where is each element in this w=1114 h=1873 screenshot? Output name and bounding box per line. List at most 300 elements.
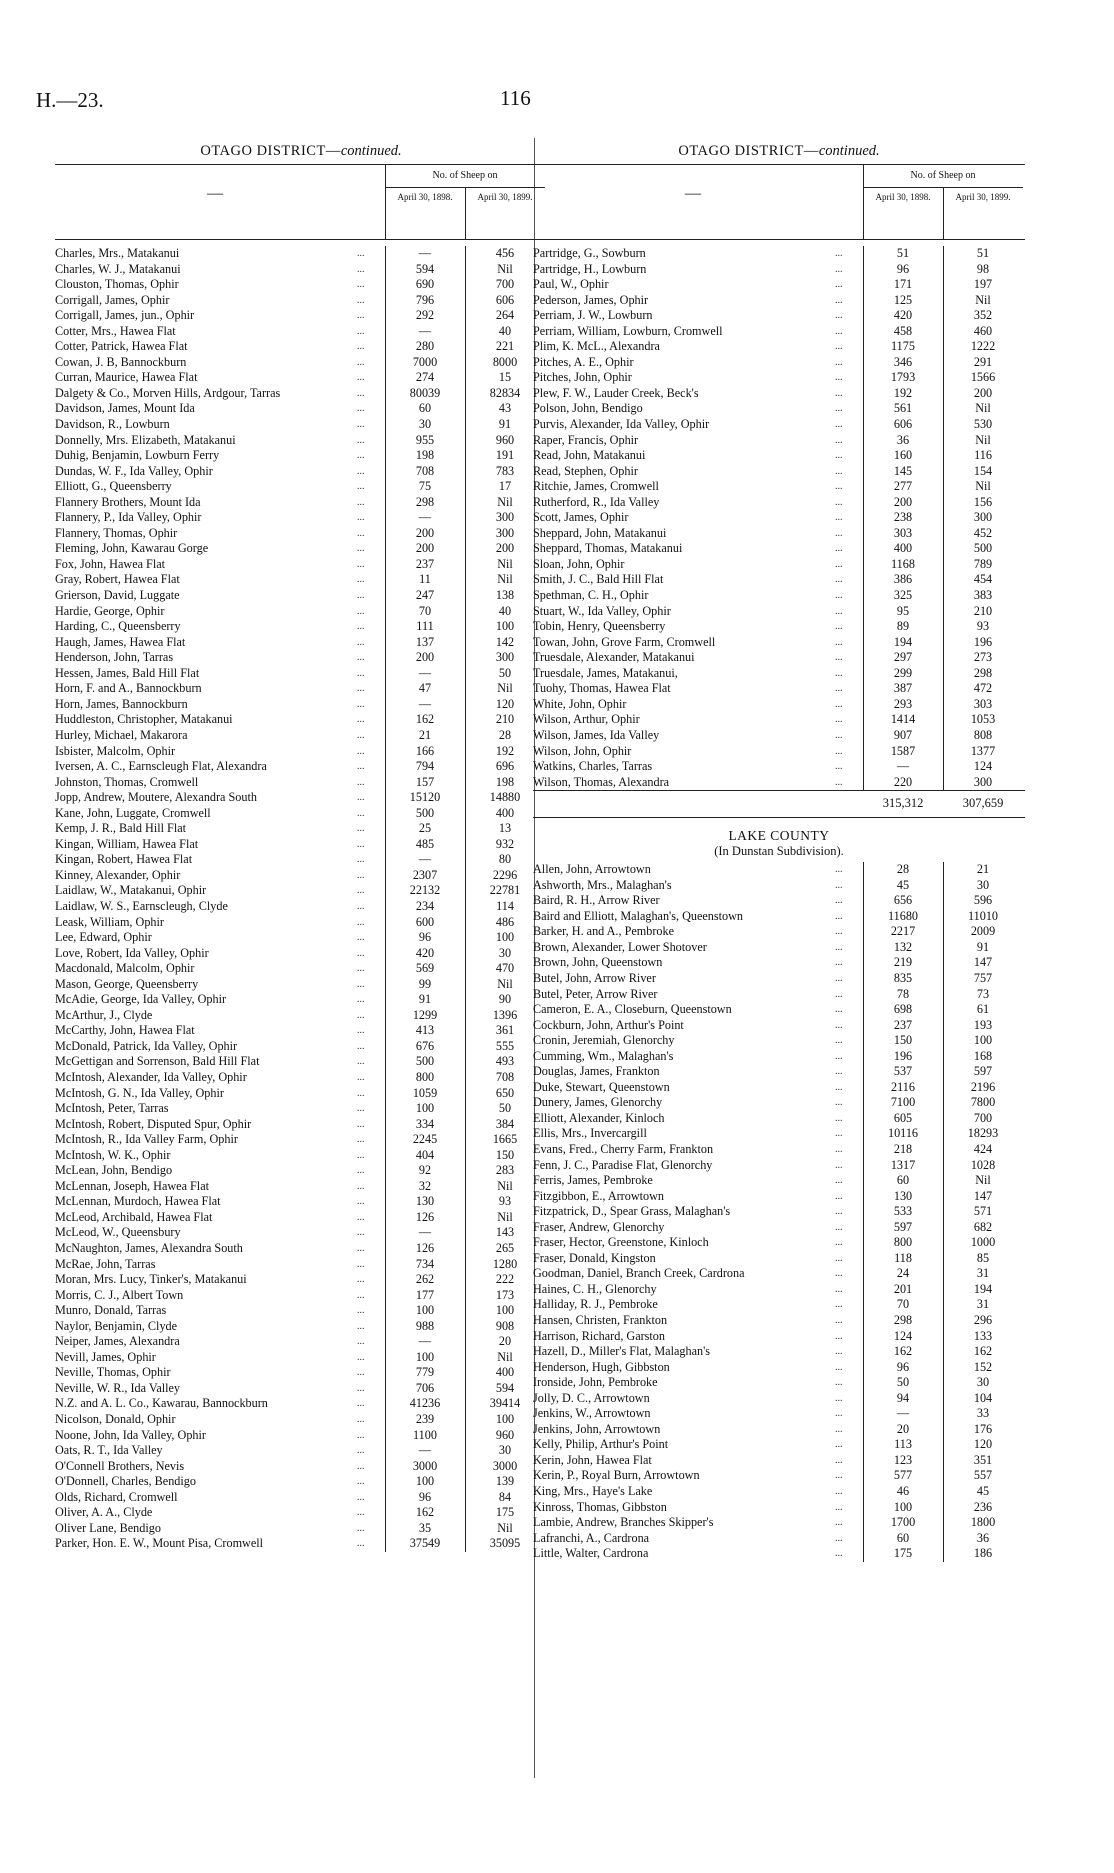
table-row: [533, 759, 1025, 775]
sheep-1899: 61: [976, 1002, 990, 1017]
sheep-1898: 171: [893, 277, 913, 292]
sheep-1898: 25: [418, 821, 432, 836]
total-1898: 315,312: [882, 796, 924, 811]
sheep-1898: 325: [893, 588, 913, 603]
column-rule: [465, 187, 466, 239]
sheep-1898: 277: [893, 479, 913, 494]
owner-name: Spethman, C. H., Ophir: [533, 588, 649, 603]
sheep-1898: 47: [418, 681, 432, 696]
sheep-1898: 94: [896, 1390, 910, 1405]
sheep-1898: 60: [896, 1173, 910, 1188]
sheep-1898: 800: [415, 1069, 435, 1084]
sheep-1898: —: [896, 1406, 910, 1421]
owner-name: Elliott, Alexander, Kinloch: [533, 1110, 665, 1125]
sheep-1898: 15120: [409, 790, 441, 805]
sheep-1899: 500: [973, 541, 993, 556]
sheep-1899: 452: [973, 525, 993, 540]
leader-dots: ...: [357, 838, 365, 850]
table-row: [533, 940, 1025, 956]
owner-name: McLeod, W., Queensbury: [55, 1225, 181, 1240]
owner-name: Noone, John, Ida Valley, Ophir: [55, 1427, 206, 1442]
owner-name: Duke, Stewart, Queenstown: [533, 1079, 670, 1094]
table-row: [55, 355, 547, 371]
owner-name: Oats, R. T., Ida Valley: [55, 1443, 163, 1458]
sheep-1898: 100: [415, 1101, 435, 1116]
owner-name: Fraser, Andrew, Glenorchy: [533, 1219, 665, 1234]
leader-dots: ...: [357, 434, 365, 446]
leader-dots: ...: [835, 1175, 843, 1187]
table-row: [55, 308, 547, 324]
table-row: [55, 1008, 547, 1024]
table-row: [533, 339, 1025, 355]
owner-name: Partridge, G., Sowburn: [533, 246, 646, 260]
sheep-1898: 237: [893, 1017, 913, 1032]
sheep-1899: 384: [495, 1116, 515, 1131]
sheep-1899: 2296: [492, 867, 518, 882]
owner-name: Kingan, Robert, Hawea Flat: [55, 852, 193, 867]
table-row: [55, 1086, 547, 1102]
leader-dots: ...: [835, 1532, 843, 1544]
owner-name: Nevill, James, Ophir: [55, 1349, 156, 1364]
owner-name: Rutherford, R., Ida Valley: [533, 494, 660, 509]
sheep-1899: 162: [973, 1344, 993, 1359]
leader-dots: ...: [835, 1035, 843, 1047]
owner-name: Ashworth, Mrs., Malaghan's: [533, 877, 672, 892]
table-row: [533, 1204, 1025, 1220]
sheep-1898: 2245: [412, 1132, 438, 1147]
sheep-1899: 36: [976, 1530, 990, 1545]
owner-name: Hardie, George, Ophir: [55, 603, 165, 618]
sheep-1899: 7800: [970, 1095, 996, 1110]
sheep-1899: 100: [973, 1033, 993, 1048]
sheep-1898: 779: [415, 1365, 435, 1380]
leader-dots: ...: [357, 745, 365, 757]
sheep-1898: 60: [418, 401, 432, 416]
owner-name: McRae, John, Tarras: [55, 1256, 156, 1271]
leader-dots: ...: [357, 1274, 365, 1286]
table-row: [55, 1272, 547, 1288]
leader-dots: ...: [835, 356, 843, 368]
sheep-1898: 298: [415, 494, 435, 509]
table-row: [533, 1360, 1025, 1376]
leader-dots: ...: [835, 1004, 843, 1016]
table-row: [55, 868, 547, 884]
owner-name: Fox, John, Hawea Flat: [55, 556, 166, 571]
leader-dots: ...: [357, 1211, 365, 1223]
owner-name: Lafranchi, A., Cardrona: [533, 1530, 650, 1545]
leader-dots: ...: [835, 325, 843, 337]
sheep-1899: 264: [495, 308, 515, 323]
table-row: [533, 541, 1025, 557]
sheep-1898: 96: [896, 261, 910, 276]
leader-dots: ...: [835, 1346, 843, 1358]
sheep-1899: 194: [973, 1281, 993, 1296]
leader-dots: ...: [357, 900, 365, 912]
sheep-1899: 1028: [970, 1157, 996, 1172]
sheep-1899: 124: [973, 759, 993, 774]
leader-dots: ...: [357, 1538, 365, 1550]
sheep-1899: 1800: [970, 1515, 996, 1530]
leader-dots: ...: [835, 926, 843, 938]
leader-dots: ...: [835, 481, 843, 493]
leader-dots: ...: [835, 387, 843, 399]
left-column: [55, 138, 547, 1552]
sheep-1899: 50: [498, 1101, 512, 1116]
leader-dots: ...: [357, 1398, 365, 1410]
sheep-1898: 1700: [890, 1515, 916, 1530]
sheep-1898: 11: [419, 572, 431, 587]
leader-dots: ...: [357, 807, 365, 819]
table-row: [55, 557, 547, 573]
sheep-1898: 130: [893, 1188, 913, 1203]
table-row: [533, 308, 1025, 324]
sheep-1898: 1793: [890, 370, 916, 385]
table-row: [55, 1070, 547, 1086]
table-row: [55, 1334, 547, 1350]
leader-dots: ...: [357, 1025, 365, 1037]
sheep-1899: 352: [973, 308, 993, 323]
table-header: [55, 164, 547, 240]
sheep-1898: 2217: [890, 924, 916, 939]
sheep-1899: 31: [976, 1266, 990, 1281]
sheep-1899: 300: [495, 510, 515, 525]
name-column-header: —: [685, 185, 701, 202]
sheep-1899: Nil: [497, 976, 513, 991]
sheep-1898: 196: [893, 1048, 913, 1063]
sheep-1898: 126: [415, 1241, 435, 1255]
leader-dots: ...: [357, 729, 365, 741]
owner-name: Fleming, John, Kawarau Gorge: [55, 541, 209, 556]
owner-list: [533, 862, 1025, 1562]
leader-dots: ...: [357, 1445, 365, 1457]
owner-name: Morris, C. J., Albert Town: [55, 1287, 184, 1302]
sheep-1898: 45: [896, 877, 910, 892]
sheep-1899: 493: [495, 1054, 515, 1069]
owner-name: McLennan, Joseph, Hawea Flat: [55, 1178, 209, 1193]
sheep-1899: 156: [973, 494, 993, 509]
sheep-1898: 10116: [887, 1126, 919, 1141]
sheep-1899: 273: [973, 650, 993, 665]
table-row: [533, 1251, 1025, 1267]
sheep-1898: 37549: [409, 1536, 441, 1551]
sheep-1898: 1414: [890, 712, 916, 727]
sheep-1898: 137: [415, 634, 435, 649]
sheep-1898: 907: [893, 727, 913, 742]
table-row: [55, 681, 547, 697]
sheep-1899: 1222: [970, 339, 996, 354]
table-row: [55, 1505, 547, 1521]
leader-dots: ...: [835, 1159, 843, 1171]
sheep-1898: 404: [415, 1147, 435, 1162]
table-row: [533, 604, 1025, 620]
owner-name: Elliott, G., Queensberry: [55, 479, 172, 494]
sheep-1899: 303: [973, 696, 993, 711]
table-row: [533, 893, 1025, 909]
sheep-1898: 2116: [891, 1079, 915, 1094]
sheep-1899: Nil: [975, 479, 991, 494]
owner-name: McIntosh, Alexander, Ida Valley, Ophir: [55, 1069, 247, 1084]
leader-dots: ...: [835, 527, 843, 539]
owner-name: Perriam, J. W., Lowburn: [533, 308, 653, 323]
table-row: [55, 1210, 547, 1226]
sheep-1899: 11010: [967, 908, 999, 923]
column-rule: [385, 246, 386, 1552]
sheep-count-header: No. of Sheep on: [863, 165, 1023, 188]
sheep-1899: 960: [495, 432, 515, 447]
owner-name: Parker, Hon. E. W., Mount Pisa, Cromwell: [55, 1536, 264, 1551]
table-row: [533, 987, 1025, 1003]
owner-name: McIntosh, W. K., Ophir: [55, 1147, 171, 1162]
table-row: [533, 1173, 1025, 1189]
owner-name: Horn, F. and A., Bannockburn: [55, 681, 202, 696]
table-row: [55, 1101, 547, 1117]
leader-dots: ...: [835, 714, 843, 726]
table-row: [55, 635, 547, 651]
sheep-1899: 300: [495, 525, 515, 540]
table-row: [533, 557, 1025, 573]
leader-dots: ...: [357, 636, 365, 648]
leader-dots: ...: [357, 403, 365, 415]
table-row: [533, 1546, 1025, 1562]
owner-name: Moran, Mrs. Lucy, Tinker's, Matakanui: [55, 1272, 247, 1287]
sheep-1898: 577: [893, 1468, 913, 1483]
leader-dots: ...: [835, 1392, 843, 1404]
table-row: [55, 479, 547, 495]
leader-dots: ...: [357, 248, 365, 259]
table-row: [55, 992, 547, 1008]
sheep-1898: 28: [896, 862, 910, 877]
sheep-1899: 152: [973, 1359, 993, 1374]
leader-dots: ...: [835, 941, 843, 953]
district-title: OTAGO DISTRICT—continued.: [200, 143, 402, 159]
sheep-1899: 486: [495, 914, 515, 929]
owner-name: Allen, John, Arrowtown: [533, 862, 651, 877]
sheep-1899: 470: [495, 961, 515, 976]
sheep-1899: 789: [973, 556, 993, 571]
table-row: [55, 1023, 547, 1039]
owner-name: Halliday, R. J., Pembroke: [533, 1297, 658, 1312]
owner-name: McGettigan and Sorrenson, Bald Hill Flat: [55, 1054, 260, 1069]
leader-dots: ...: [835, 879, 843, 891]
sheep-1899: Nil: [497, 1209, 513, 1224]
sheep-1899: 30: [976, 1375, 990, 1390]
sheep-1899: 1053: [970, 712, 996, 727]
table-row: [533, 448, 1025, 464]
sheep-1898: 420: [415, 945, 435, 960]
leader-dots: ...: [357, 1149, 365, 1161]
owner-name: Polson, John, Bendigo: [533, 401, 643, 416]
sheep-1899: 154: [973, 463, 993, 478]
table-row: [533, 293, 1025, 309]
sheep-1899: 196: [973, 634, 993, 649]
owner-name: Clouston, Thomas, Ophir: [55, 277, 179, 292]
sheep-1898: 100: [415, 1349, 435, 1364]
table-row: [55, 1365, 547, 1381]
leader-dots: ...: [357, 325, 365, 337]
sheep-1898: 11680: [887, 908, 919, 923]
table-row: [55, 1396, 547, 1412]
owner-name: Isbister, Malcolm, Ophir: [55, 743, 176, 758]
table-row: [533, 1064, 1025, 1080]
sheep-1899: 104: [973, 1390, 993, 1405]
sheep-1898: 274: [415, 370, 435, 385]
table-row: [55, 1350, 547, 1366]
sheep-1898: 600: [415, 914, 435, 929]
leader-dots: ...: [357, 1040, 365, 1052]
sheep-1899: 454: [973, 572, 993, 587]
sheep-1898: 175: [893, 1546, 913, 1561]
owner-name: Pitches, John, Ophir: [533, 370, 632, 385]
sheep-1898: 796: [415, 292, 435, 307]
owner-name: Pederson, James, Ophir: [533, 292, 649, 307]
sheep-1899: 35095: [489, 1536, 521, 1551]
sheep-1899: 30: [976, 877, 990, 892]
sheep-1899: 18293: [967, 1126, 999, 1141]
leader-dots: ...: [835, 761, 843, 773]
leader-dots: ...: [357, 590, 365, 602]
table-row: [533, 955, 1025, 971]
owner-name: Kane, John, Luggate, Cromwell: [55, 805, 211, 820]
leader-dots: ...: [835, 1330, 843, 1342]
sheep-1898: 237: [415, 556, 435, 571]
sheep-1898: —: [418, 1443, 432, 1458]
leader-dots: ...: [357, 372, 365, 384]
owner-name: Pitches, A. E., Ophir: [533, 354, 634, 369]
sheep-1898: 24: [896, 1266, 910, 1281]
leader-dots: ...: [835, 403, 843, 415]
owner-name: Nicolson, Donald, Ophir: [55, 1412, 176, 1427]
sheep-1898: 500: [415, 805, 435, 820]
sheep-1899: 351: [973, 1452, 993, 1467]
sheep-1899: Nil: [497, 556, 513, 571]
owner-name: Purvis, Alexander, Ida Valley, Ophir: [533, 417, 710, 432]
sheep-1899: 908: [495, 1318, 515, 1333]
table-row: [55, 339, 547, 355]
sheep-1898: 162: [893, 1344, 913, 1359]
table-row: [55, 1257, 547, 1273]
leader-dots: ...: [357, 1460, 365, 1472]
sheep-1898: 706: [415, 1380, 435, 1395]
leader-dots: ...: [835, 1221, 843, 1233]
table-row: [55, 588, 547, 604]
leader-dots: ...: [357, 294, 365, 306]
owner-name: Cumming, Wm., Malaghan's: [533, 1048, 674, 1063]
sheep-1898: 606: [893, 417, 913, 432]
owner-name: Smith, J. C., Bald Hill Flat: [533, 572, 664, 587]
leader-dots: ...: [835, 310, 843, 322]
sheep-1898: 130: [415, 1194, 435, 1209]
owner-name: White, John, Ophir: [533, 696, 627, 711]
name-column-header: —: [207, 185, 223, 202]
sheep-1898: 386: [893, 572, 913, 587]
sheep-1898: 132: [893, 939, 913, 954]
sheep-1898: 35: [418, 1520, 432, 1535]
sheep-1898: 299: [893, 665, 913, 680]
sheep-1898: 124: [893, 1328, 913, 1343]
owner-name: Goodman, Daniel, Branch Creek, Cardrona: [533, 1266, 745, 1281]
owner-name: Johnston, Thomas, Cromwell: [55, 774, 199, 789]
owner-name: Flannery, Thomas, Ophir: [55, 525, 178, 540]
owner-name: Truesdale, Alexander, Matakanui: [533, 650, 695, 665]
owner-name: Ritchie, James, Cromwell: [533, 479, 659, 494]
sheep-1899: 147: [973, 1188, 993, 1203]
leader-dots: ...: [357, 465, 365, 477]
leader-dots: ...: [835, 636, 843, 648]
leader-dots: ...: [357, 1009, 365, 1021]
sheep-1898: 297: [893, 650, 913, 665]
sheep-1898: 96: [418, 1489, 432, 1504]
sheep-1899: 200: [973, 385, 993, 400]
leader-dots: ...: [357, 1165, 365, 1177]
sheep-1898: 1168: [891, 556, 915, 571]
leader-dots: ...: [835, 465, 843, 477]
leader-dots: ...: [357, 698, 365, 710]
section-subtitle: (In Dunstan Subdivision).: [714, 844, 844, 859]
sheep-1898: 89: [896, 619, 910, 634]
leader-dots: ...: [835, 1548, 843, 1560]
leader-dots: ...: [835, 1517, 843, 1529]
table-row: [55, 246, 547, 262]
sheep-1899: Nil: [497, 261, 513, 276]
owner-name: Mason, George, Queensberry: [55, 976, 199, 991]
owner-name: Gray, Robert, Hawea Flat: [55, 572, 180, 587]
table-row: [533, 246, 1025, 262]
sheep-1898: 75: [418, 479, 432, 494]
leader-dots: ...: [835, 1439, 843, 1451]
sheep-1898: 561: [893, 401, 913, 416]
owner-list: [55, 246, 547, 1552]
sheep-1898: 500: [415, 1054, 435, 1069]
leader-dots: ...: [357, 605, 365, 617]
owner-name: Butel, Peter, Arrow River: [533, 986, 658, 1001]
column-rule: [863, 246, 864, 790]
table-row: [55, 526, 547, 542]
leader-dots: ...: [357, 574, 365, 586]
sheep-1899: 960: [495, 1427, 515, 1442]
table-row: [55, 370, 547, 386]
leader-dots: ...: [357, 916, 365, 928]
leader-dots: ...: [835, 279, 843, 291]
table-row: [55, 806, 547, 822]
sheep-1899: 14880: [489, 790, 521, 805]
sheep-1899: 2196: [970, 1079, 996, 1094]
table-row: [533, 1515, 1025, 1531]
page-code: H.—23.: [36, 88, 104, 112]
sheep-1898: 280: [415, 339, 435, 354]
sheep-1899: 291: [973, 354, 993, 369]
sheep-1898: 60: [896, 1530, 910, 1545]
sheep-count-header: No. of Sheep on: [385, 165, 545, 188]
leader-dots: ...: [357, 1476, 365, 1488]
total-1899: 307,659: [962, 796, 1004, 811]
owner-name: Kerin, P., Royal Burn, Arrowtown: [533, 1468, 700, 1483]
sheep-1899: 596: [973, 893, 993, 908]
sheep-1899: 91: [976, 939, 990, 954]
table-row: [55, 604, 547, 620]
sheep-1898: 22132: [409, 883, 441, 898]
sheep-1899: 50: [498, 665, 512, 680]
table-row: [55, 1490, 547, 1506]
sheep-1898: 234: [415, 898, 435, 913]
sheep-1898: 605: [893, 1110, 913, 1125]
owner-name: Jenkins, John, Arrowtown: [533, 1421, 661, 1436]
table-row: [533, 1391, 1025, 1407]
owner-name: McArthur, J., Clyde: [55, 1007, 153, 1022]
owner-name: Wilson, John, Ophir: [533, 743, 632, 758]
sheep-1899: 43: [498, 401, 512, 416]
owner-name: McLennan, Murdoch, Hawea Flat: [55, 1194, 221, 1209]
sheep-1898: —: [418, 852, 432, 867]
